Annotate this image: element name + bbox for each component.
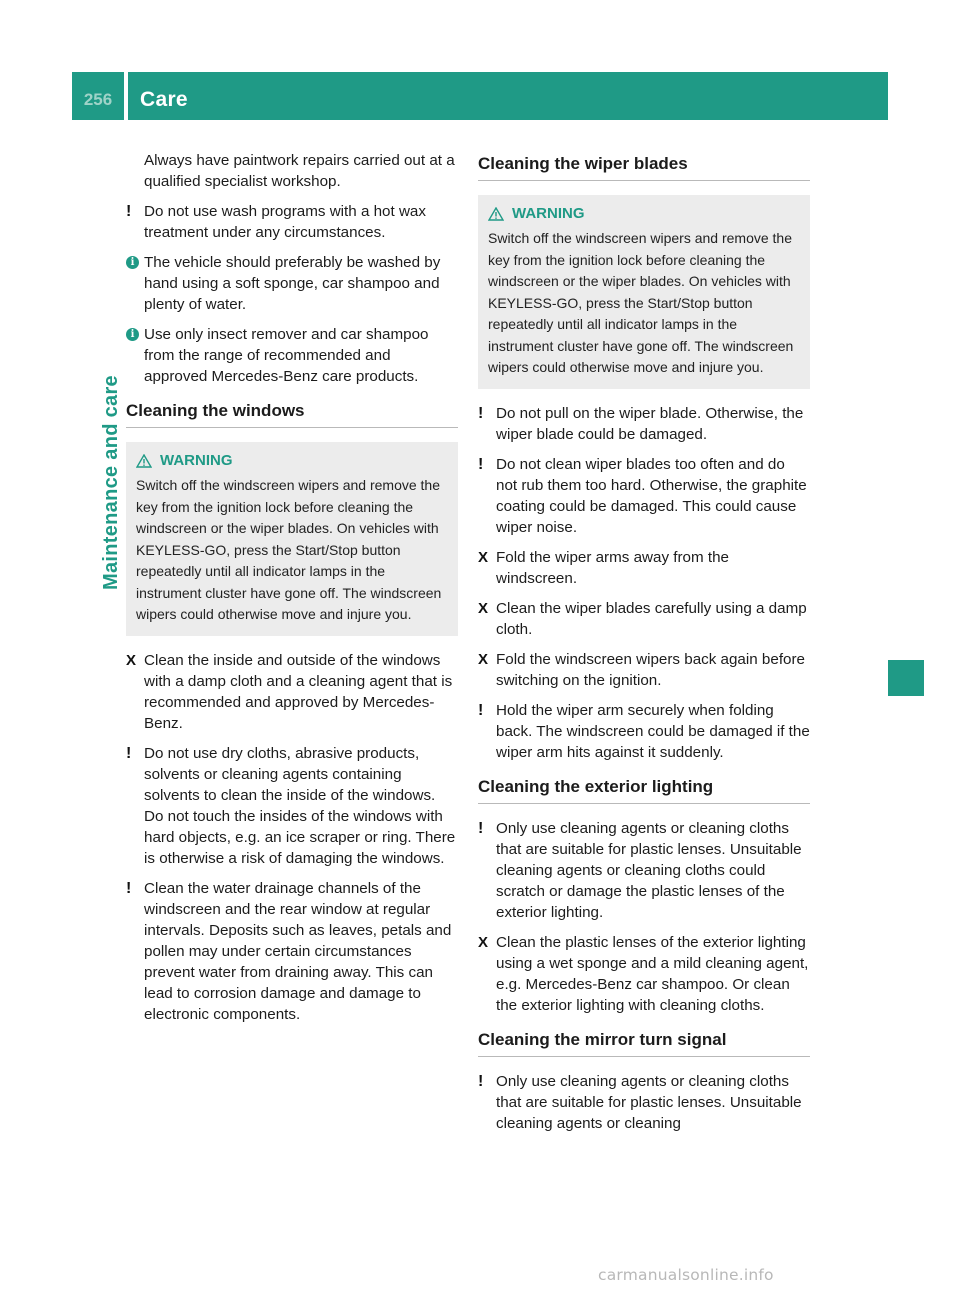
exclamation-icon: ! [126, 744, 132, 762]
warning-label: WARNING [160, 452, 233, 469]
caution-text: Do not pull on the wiper blade. Otherwise, the wiper blade could be damaged. [496, 404, 804, 443]
caution-text: Only use cleaning agents or cleaning cloths that are suitable for plastic lenses. Unsuitable cleaning agents or cleaning cloths could scratch or damage the plastic lenses of the exterior lighting. [496, 819, 802, 921]
warning-label: WARNING [512, 205, 585, 222]
arrow-icon: X [126, 651, 137, 669]
warning-triangle-icon [488, 207, 504, 221]
chapter-title: Care [140, 88, 188, 111]
right-column [478, 150, 810, 1143]
step-item [126, 650, 458, 734]
info-text: The vehicle should preferably be washed by hand using a soft sponge, car shampoo and plenty of water. [144, 254, 441, 313]
paragraph: Always have paintwork repairs carried out at a qualified specialist workshop. [144, 152, 455, 190]
caution-note [126, 878, 458, 1025]
step-text: Fold the windscreen wipers back again before switching on the ignition. [496, 650, 805, 689]
step-item [478, 932, 810, 1016]
left-column [126, 150, 458, 1034]
caution-text: Only use cleaning agents or cleaning cloths that are suitable for plastic lenses. Unsuitable cleaning agents or cleaning [496, 1072, 802, 1132]
warning-text: Switch off the windscreen wipers and remove the key from the ignition lock before cleaning the windscreen or the wiper blades. On vehicles with KEYLESS-GO, press the Start/Stop button repeatedly until all indicator lamps in the instrument cluster have gone off. The windscreen wipers could otherwise move and injure you. [136, 477, 442, 622]
section-heading-mirror: Cleaning the mirror turn signal [478, 1030, 810, 1057]
step-item [478, 598, 810, 640]
caution-note [126, 201, 458, 243]
warning-box [478, 195, 810, 389]
header-divider [124, 72, 128, 120]
warning-text: Switch off the windscreen wipers and remove the key from the ignition lock before cleaning the windscreen or the wiper blades. On vehicles with KEYLESS-GO, press the Start/Stop button repeatedly until all indicator lamps in the instrument cluster have gone off. The windscreen wipers could otherwise move and injure you. [488, 230, 794, 375]
watermark: carmanualsonline.info [598, 1266, 774, 1284]
caution-text: Do not use wash programs with a hot wax treatment under any circumstances. [144, 203, 426, 241]
step-text: Fold the wiper arms away from the windscreen. [496, 548, 729, 587]
section-heading-wiper: Cleaning the wiper blades [478, 154, 810, 181]
exclamation-icon: ! [478, 1072, 484, 1090]
side-tab-label: Maintenance and care [100, 375, 122, 590]
side-tab [888, 120, 960, 700]
warning-header [136, 452, 450, 469]
header-bar [72, 72, 888, 120]
side-tab-marker [888, 660, 924, 696]
caution-text: Do not use dry cloths, abrasive products, solvents or cleaning agents containing solvents to clean the inside of the windows. Do not touch the insides of the windows with hard objects, e.g. an ice scraper or ring. There is otherwise a risk of damaging the windows. [144, 744, 456, 867]
arrow-icon: X [478, 548, 489, 566]
step-text: Clean the wiper blades carefully using a damp cloth. [496, 599, 807, 638]
exclamation-icon: ! [478, 819, 484, 837]
step-item [478, 547, 810, 589]
arrow-icon: X [478, 650, 489, 668]
section-heading-lighting: Cleaning the exterior lighting [478, 777, 810, 804]
warning-header [488, 205, 802, 222]
exclamation-icon: ! [478, 701, 484, 719]
caution-note [478, 403, 810, 445]
step-text: Clean the inside and outside of the windows with a damp cloth and a cleaning agent that is recommended and approved by Mercedes-Benz. [144, 651, 453, 732]
info-note [126, 324, 458, 387]
step-text: Clean the plastic lenses of the exterior lighting using a wet sponge and a mild cleaning agent, e.g. Mercedes-Benz car shampoo. Or clean the exterior lighting with cleaning cloths. [496, 933, 809, 1014]
info-text: Use only insect remover and car shampoo from the range of recommended and approved Mercedes-Benz care products. [144, 326, 429, 385]
caution-text: Do not clean wiper blades too often and do not rub them too hard. Otherwise, the graphite coating could be damaged. This could cause wiper noise. [496, 455, 807, 536]
caution-note [478, 454, 810, 538]
warning-triangle-icon [136, 454, 152, 468]
caution-note [478, 1071, 810, 1134]
arrow-icon: X [478, 599, 489, 617]
page-number: 256 [83, 90, 113, 109]
warning-box [126, 442, 458, 636]
caution-note [126, 743, 458, 869]
section-heading-windows: Cleaning the windows [126, 401, 458, 428]
info-icon: i [126, 328, 139, 341]
info-note [126, 252, 458, 315]
caution-text: Hold the wiper arm securely when folding back. The windscreen could be damaged if the wiper arm hits against it suddenly. [496, 701, 810, 761]
exclamation-icon: ! [126, 203, 132, 220]
arrow-icon: X [478, 933, 489, 951]
caution-note [478, 818, 810, 923]
info-icon: i [126, 256, 139, 269]
exclamation-icon: ! [478, 404, 484, 422]
step-item [478, 649, 810, 691]
caution-note [478, 700, 810, 763]
caution-text: Clean the water drainage channels of the windscreen and the rear window at regular intervals. Deposits such as leaves, petals and pollen may under certain circumstances prevent water from draining away. This can lead to corrosion damage and damage to electronic components. [144, 879, 452, 1023]
exclamation-icon: ! [478, 455, 484, 473]
exclamation-icon: ! [126, 879, 132, 897]
